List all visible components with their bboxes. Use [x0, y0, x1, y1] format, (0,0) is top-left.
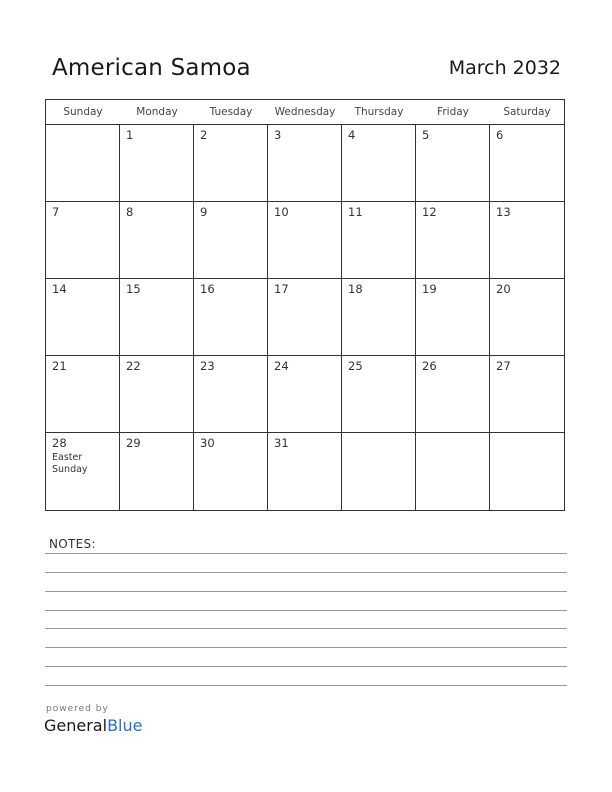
- weekday-tuesday: Tuesday: [209, 106, 253, 118]
- day-cell: [490, 279, 564, 355]
- day-cell: [46, 125, 120, 201]
- day-cell: [268, 433, 342, 510]
- brand-general: General: [44, 716, 108, 735]
- day-cell: [120, 202, 194, 278]
- note-line: [45, 553, 567, 554]
- day-cell: [416, 356, 490, 432]
- day-cell: [194, 125, 268, 201]
- day-cell: [490, 125, 564, 201]
- day-number: 9: [200, 205, 208, 219]
- calendar-month-year: March 2032: [448, 57, 561, 79]
- calendar-country-title: American Samoa: [52, 55, 251, 81]
- calendar-week: [46, 125, 564, 202]
- day-number: 15: [126, 282, 141, 296]
- weekday-header-row: [46, 100, 564, 125]
- day-cell: [194, 202, 268, 278]
- day-cell: [46, 433, 120, 510]
- day-number: 19: [422, 282, 437, 296]
- day-cell: [490, 433, 564, 510]
- day-cell: [342, 356, 416, 432]
- note-line: [45, 572, 567, 573]
- day-number: 10: [274, 205, 289, 219]
- day-cell: [416, 433, 490, 510]
- weekday-thursday: Thursday: [354, 106, 404, 118]
- day-number: 5: [422, 128, 430, 142]
- day-number: 29: [126, 436, 141, 450]
- day-number: 18: [348, 282, 363, 296]
- day-cell: [268, 356, 342, 432]
- generalblue-logo: [44, 716, 142, 735]
- weekday-monday: Monday: [136, 106, 178, 118]
- day-cell: [268, 279, 342, 355]
- day-cell: [490, 202, 564, 278]
- day-number: 13: [496, 205, 511, 219]
- day-cell: [120, 125, 194, 201]
- note-line: [45, 610, 567, 611]
- day-cell: [342, 433, 416, 510]
- day-cell: [416, 125, 490, 201]
- day-number: 2: [200, 128, 208, 142]
- day-cell: [120, 356, 194, 432]
- day-number: 8: [126, 205, 134, 219]
- note-line: [45, 647, 567, 648]
- day-cell: [416, 279, 490, 355]
- calendar-week: [46, 202, 564, 279]
- brand-blue: Blue: [107, 716, 143, 735]
- note-line: [45, 666, 567, 667]
- day-number: 16: [200, 282, 215, 296]
- day-cell: [120, 279, 194, 355]
- day-number: 11: [348, 205, 363, 219]
- calendar-week: [46, 356, 564, 433]
- day-cell: [268, 202, 342, 278]
- notes-label: NOTES:: [49, 537, 96, 551]
- day-number: 25: [348, 359, 363, 373]
- powered-by-text: powered by: [46, 704, 109, 714]
- day-cell: [342, 202, 416, 278]
- day-number: 26: [422, 359, 437, 373]
- day-number: 4: [348, 128, 356, 142]
- day-number: 31: [274, 436, 289, 450]
- weekday-saturday: Saturday: [503, 106, 551, 118]
- day-number: 21: [52, 359, 67, 373]
- day-number: 20: [496, 282, 511, 296]
- day-cell: [268, 125, 342, 201]
- day-cell: [342, 279, 416, 355]
- day-number: 27: [496, 359, 511, 373]
- day-number: 24: [274, 359, 289, 373]
- day-cell: [194, 279, 268, 355]
- weekday-sunday: Sunday: [63, 106, 103, 118]
- day-number: 30: [200, 436, 215, 450]
- calendar-grid: [45, 99, 565, 511]
- day-number: 14: [52, 282, 67, 296]
- day-number: 12: [422, 205, 437, 219]
- note-line: [45, 591, 567, 592]
- day-number: 23: [200, 359, 215, 373]
- note-line: [45, 685, 567, 686]
- calendar-week: [46, 433, 564, 510]
- holiday-label: Easter Sunday: [52, 452, 88, 475]
- day-number: 22: [126, 359, 141, 373]
- day-cell: [416, 202, 490, 278]
- day-number: 6: [496, 128, 504, 142]
- day-cell: [46, 356, 120, 432]
- day-number: 1: [126, 128, 134, 142]
- day-number: 28: [52, 436, 67, 450]
- day-cell: [46, 279, 120, 355]
- calendar-weeks: [46, 125, 564, 510]
- day-number: 7: [52, 205, 60, 219]
- calendar-week: [46, 279, 564, 356]
- weekday-wednesday: Wednesday: [274, 106, 336, 118]
- day-cell: [120, 433, 194, 510]
- day-cell: [194, 356, 268, 432]
- note-line: [45, 628, 567, 629]
- day-cell: [342, 125, 416, 201]
- day-cell: [490, 356, 564, 432]
- day-cell: [46, 202, 120, 278]
- day-cell: [194, 433, 268, 510]
- day-number: 17: [274, 282, 289, 296]
- day-number: 3: [274, 128, 282, 142]
- weekday-friday: Friday: [437, 106, 469, 118]
